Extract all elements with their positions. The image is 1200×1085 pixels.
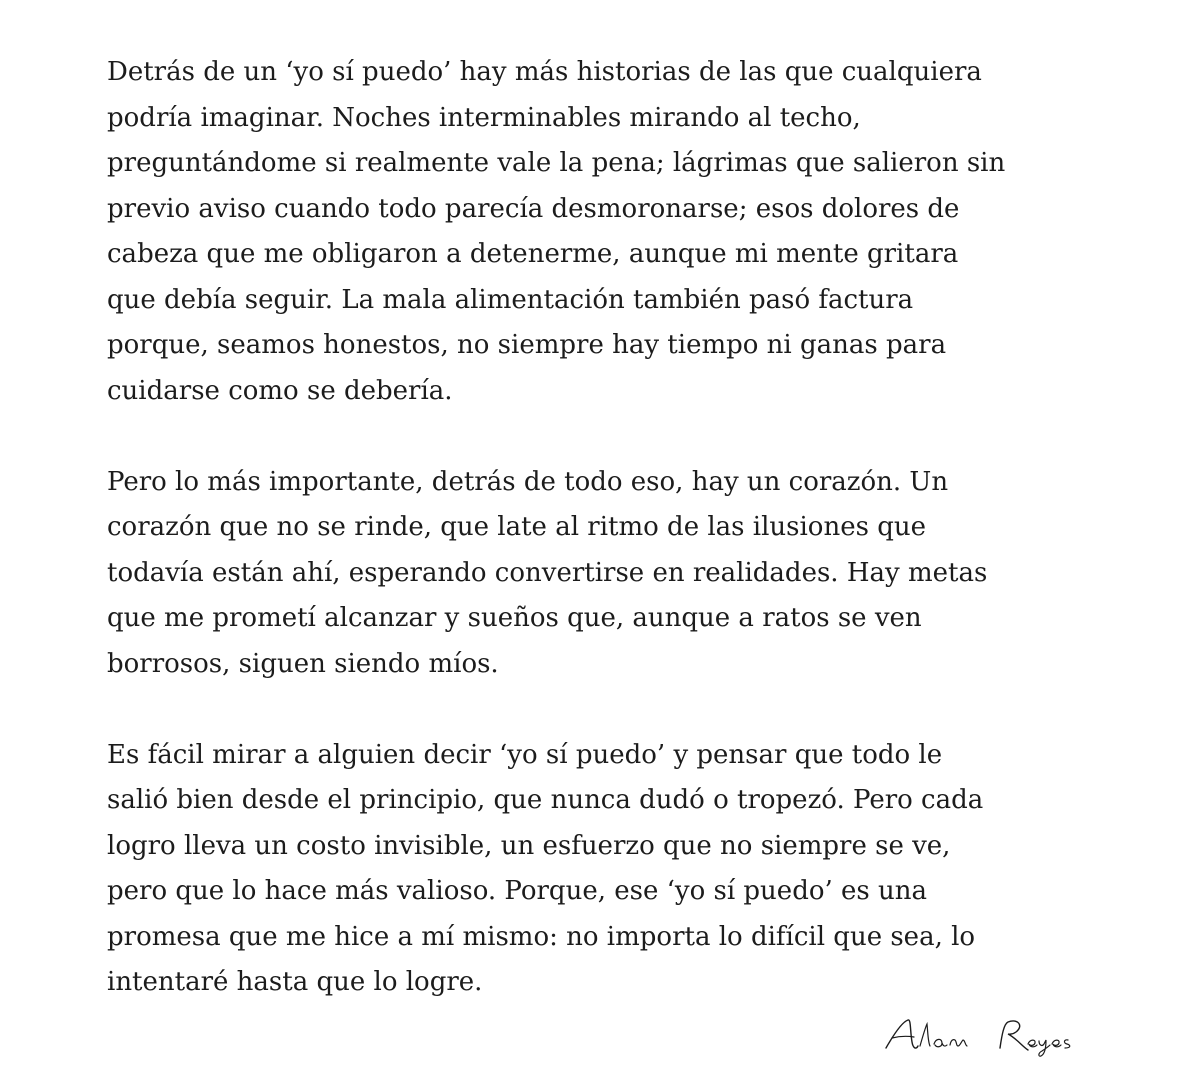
paragraph-line: Es fácil mirar a alguien decir ‘yo sí puedo’ y pensar que todo le: [107, 739, 943, 770]
paragraph-line: borrosos, siguen siendo míos.: [107, 648, 499, 679]
paragraph-line: promesa que me hice a mí mismo: no importa lo difícil que sea, lo: [107, 921, 976, 952]
paragraph-line: todavía están ahí, esperando convertirse en realidades. Hay metas: [107, 557, 988, 588]
author-signature: [878, 1012, 1098, 1062]
paragraph-spacer: [107, 414, 1107, 460]
paragraph-3: [107, 733, 1107, 1006]
paragraph-line: logro lleva un costo invisible, un esfuerzo que no siempre se ve,: [107, 830, 951, 861]
paragraph-line: Pero lo más importante, detrás de todo eso, hay un corazón. Un: [107, 466, 949, 497]
paragraph-line: cuidarse como se debería.: [107, 375, 453, 406]
paragraph-line: que debía seguir. La mala alimentación también pasó factura: [107, 284, 914, 315]
paragraph-line: preguntándome si realmente vale la pena; lágrimas que salieron sin: [107, 148, 1006, 178]
paragraph-2: [107, 460, 1107, 688]
paragraph-line: porque, seamos honestos, no siempre hay tiempo ni ganas para: [107, 330, 947, 360]
paragraph-line: intentaré hasta que lo logre.: [107, 967, 483, 997]
paragraph-line: que me prometí alcanzar y sueños que, aunque a ratos se ven: [107, 603, 922, 633]
paragraph-line: podría imaginar. Noches interminables mirando al techo,: [107, 102, 861, 133]
paragraph-line: corazón que no se rinde, que late al ritmo de las ilusiones que: [107, 512, 926, 542]
paragraph-line: pero que lo hace más valioso. Porque, ese ‘yo sí puedo’ es una: [107, 876, 928, 906]
paragraph-line: previo aviso cuando todo parecía desmoronarse; esos dolores de: [107, 193, 960, 224]
paragraph-line: cabeza que me obligaron a detenerme, aunque mi mente gritara: [107, 239, 959, 269]
body-text: [107, 50, 1107, 1006]
paragraph-1: [107, 50, 1107, 414]
paragraph-spacer: [107, 687, 1107, 733]
paragraph-line: salió bien desde el principio, que nunca dudó o tropezó. Pero cada: [107, 785, 984, 815]
paragraph-line: Detrás de un ‘yo sí puedo’ hay más historias de las que cualquiera: [107, 57, 982, 87]
